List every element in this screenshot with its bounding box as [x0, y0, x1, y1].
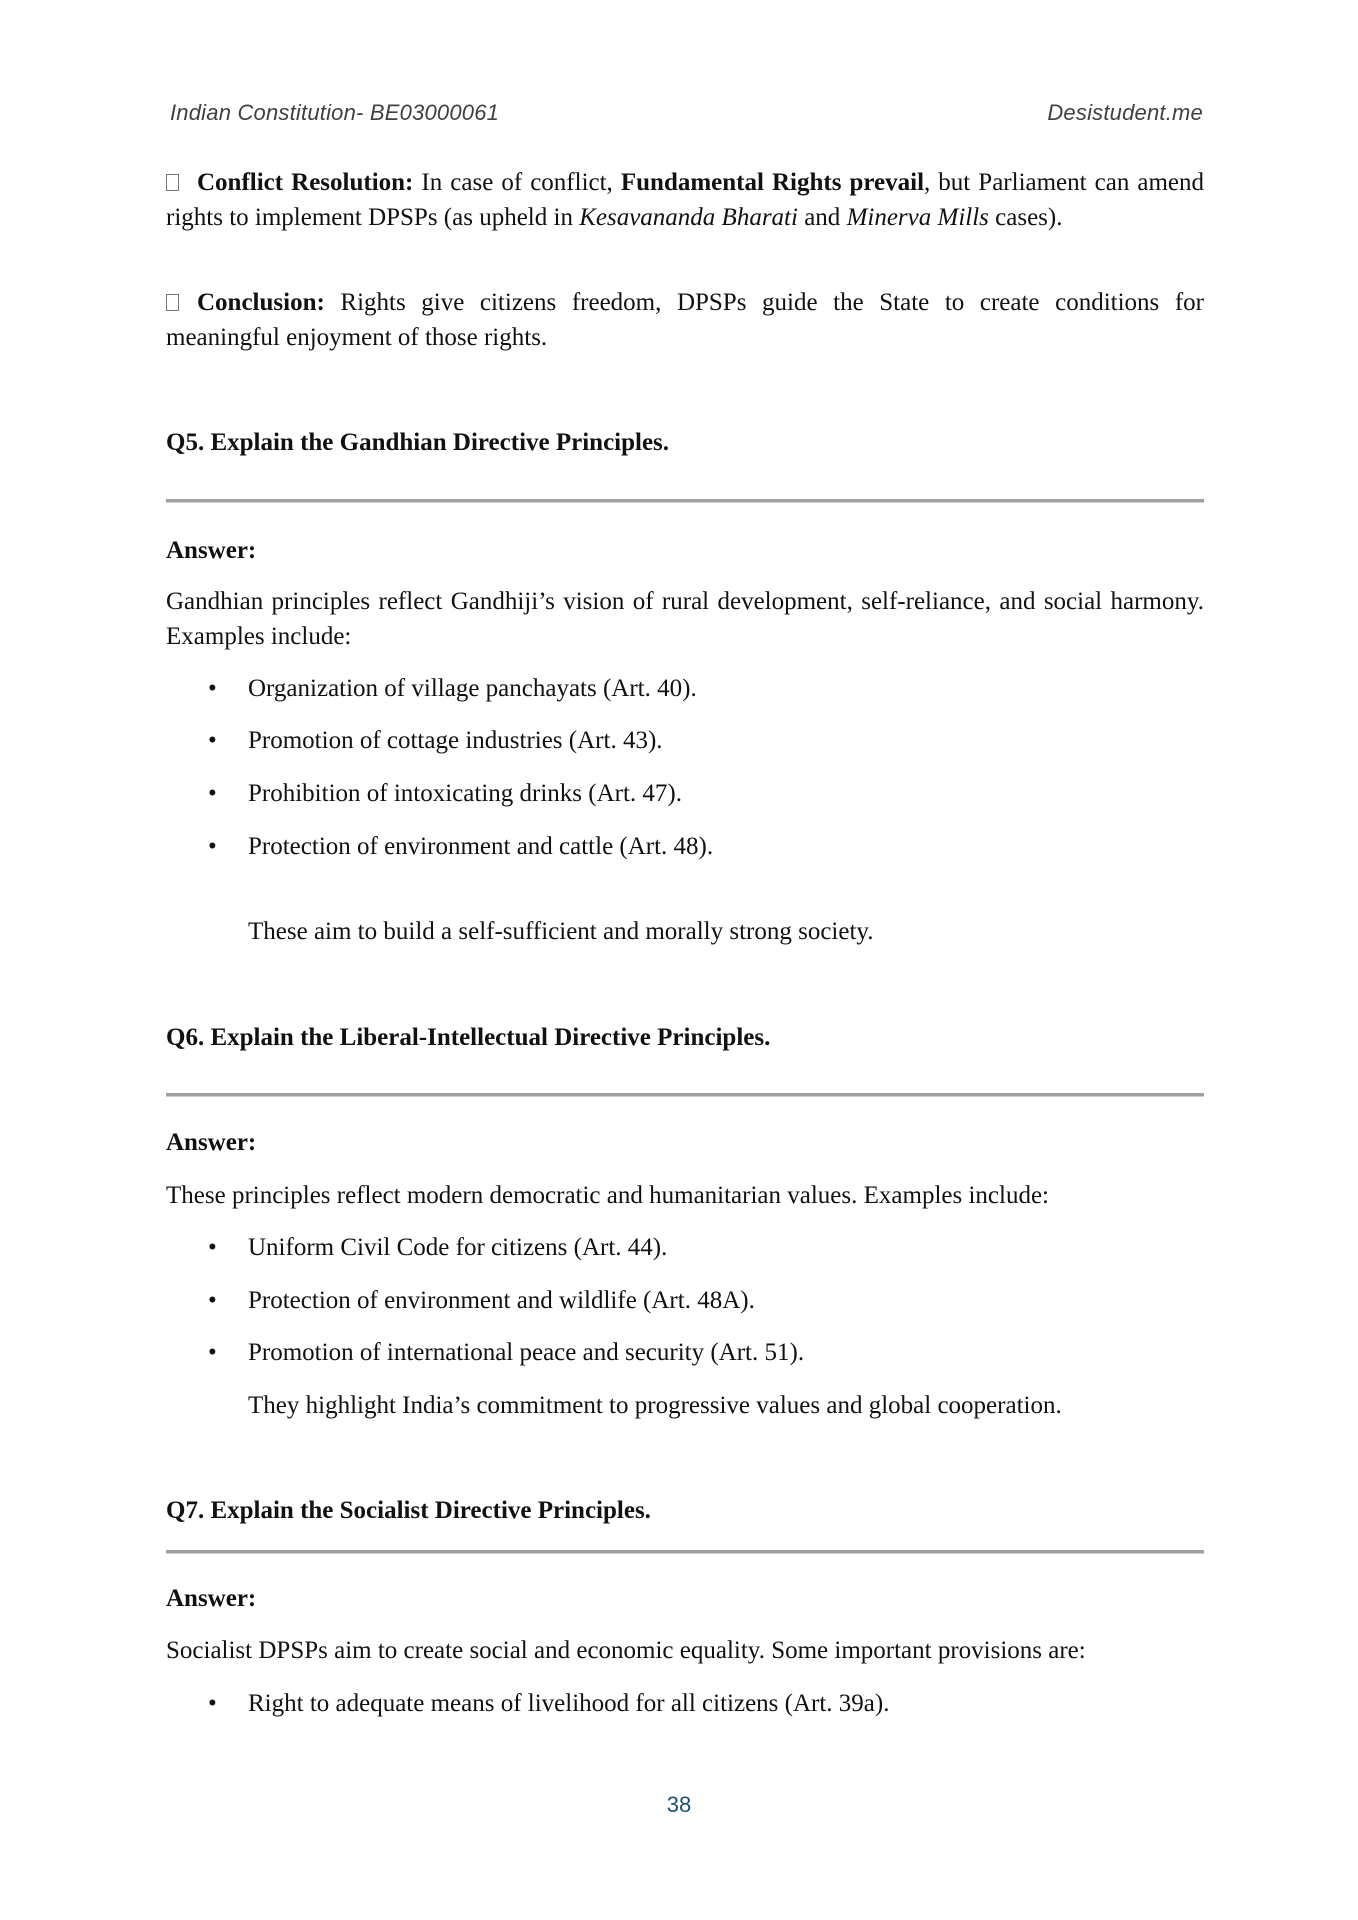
missing-glyph-box-icon	[166, 174, 179, 191]
section-divider	[166, 499, 1204, 503]
list-item-text: Protection of environment and cattle (Art. 48).	[248, 833, 714, 860]
bullet-icon: •	[208, 1287, 217, 1314]
missing-glyph-box-icon	[166, 294, 179, 311]
case-name: Minerva Mills	[846, 204, 989, 231]
bullet-icon: •	[208, 1690, 217, 1717]
answer-intro: These principles reflect modern democratic and humanitarian values. Examples include:	[166, 1182, 1049, 1209]
bullet-icon: •	[208, 1234, 217, 1261]
conflict-resolution-paragraph	[166, 165, 1204, 235]
list-item-text: Organization of village panchayats (Art. 40).	[248, 675, 697, 702]
bullet-icon: •	[208, 675, 217, 702]
paragraph-text: Rights give citizens freedom, DPSPs guide the State to create conditions for meaningful enjoyment of those rights.	[166, 289, 1204, 351]
bullet-icon: •	[208, 1339, 217, 1366]
question-heading: Q5. Explain the Gandhian Directive Principles.	[166, 429, 670, 456]
header-site-name: Desistudent.me	[1047, 100, 1203, 125]
answer-intro: Socialist DPSPs aim to create social and economic equality. Some important provisions are:	[166, 1637, 1086, 1664]
answer-label: Answer:	[166, 1585, 257, 1612]
paragraph-text: , but Parliament can amend rights to implement DPSPs (as upheld in	[166, 169, 1205, 231]
page-number: 38	[666, 1792, 692, 1817]
answer-intro: Gandhian principles reflect Gandhiji’s vision of rural development, self-reliance, and social harmony. Examples include:	[166, 588, 1204, 650]
list-item-text: Right to adequate means of livelihood for all citizens (Art. 39a).	[248, 1690, 890, 1717]
conflict-resolution-label: Conflict Resolution:	[197, 169, 414, 196]
answer-label: Answer:	[166, 537, 257, 564]
section-divider	[166, 1550, 1204, 1554]
list-item-text: Prohibition of intoxicating drinks (Art. 47).	[248, 780, 682, 807]
answer-closing: They highlight India’s commitment to progressive values and global cooperation.	[248, 1392, 1062, 1419]
paragraph-text: and	[797, 204, 847, 231]
bold-text: Fundamental Rights prevail	[620, 169, 925, 196]
question-heading: Q7. Explain the Socialist Directive Principles.	[166, 1497, 651, 1524]
answer-label: Answer:	[166, 1129, 257, 1156]
list-item-text: Uniform Civil Code for citizens (Art. 44).	[248, 1234, 668, 1261]
conclusion-paragraph	[166, 285, 1204, 355]
bullet-icon: •	[208, 780, 217, 807]
list-item-text: Promotion of international peace and security (Art. 51).	[248, 1339, 805, 1366]
paragraph-text: In case of conflict,	[413, 169, 621, 196]
section-divider	[166, 1093, 1204, 1097]
header-document-title: Indian Constitution- BE03000061	[170, 100, 500, 125]
bullet-icon: •	[208, 833, 217, 860]
answer-closing: These aim to build a self-sufficient and morally strong society.	[248, 918, 874, 945]
paragraph-text: cases).	[988, 204, 1063, 231]
case-name: Kesavananda Bharati	[579, 204, 798, 231]
question-heading: Q6. Explain the Liberal-Intellectual Directive Principles.	[166, 1024, 771, 1051]
bullet-icon: •	[208, 727, 217, 754]
list-item-text: Promotion of cottage industries (Art. 43).	[248, 727, 663, 754]
conclusion-label: Conclusion:	[197, 289, 325, 316]
list-item-text: Protection of environment and wildlife (Art. 48A).	[248, 1287, 755, 1314]
